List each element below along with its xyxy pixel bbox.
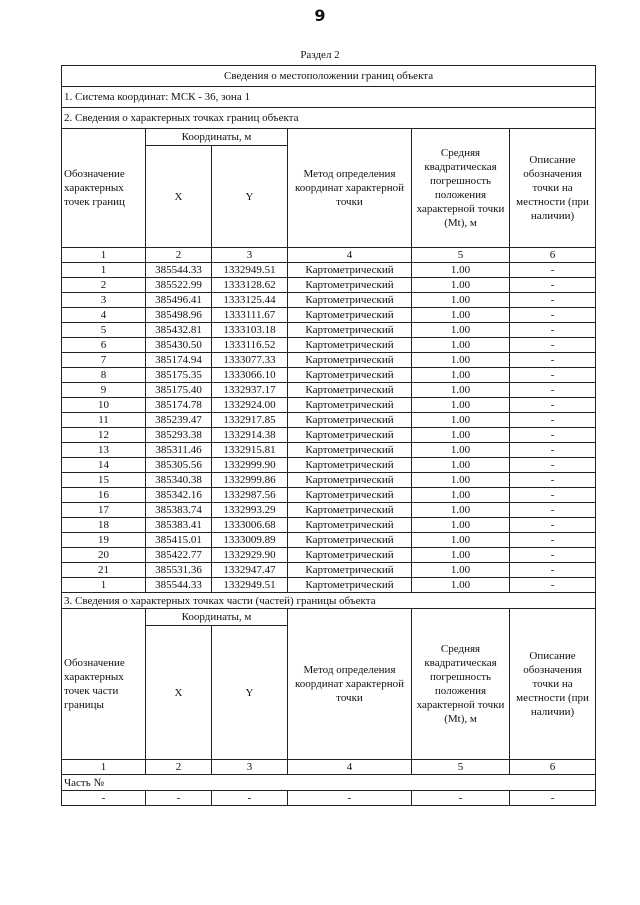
column-number: 3 <box>212 248 288 263</box>
table-cell: 16 <box>62 488 146 503</box>
table-cell: 1.00 <box>412 488 510 503</box>
table-cell: - <box>510 791 596 806</box>
table-row <box>62 293 596 308</box>
table-cell: 9 <box>62 383 146 398</box>
parts-column-numbers-row <box>62 760 596 775</box>
column-number: 5 <box>412 760 510 775</box>
table-cell: 1333125.44 <box>212 293 288 308</box>
table-cell: 1.00 <box>412 458 510 473</box>
table-row <box>62 503 596 518</box>
table-row <box>62 548 596 563</box>
table-cell: Картометрический <box>288 428 412 443</box>
table-cell: 1332993.29 <box>212 503 288 518</box>
table-cell: 1.00 <box>412 293 510 308</box>
table-cell: 15 <box>62 473 146 488</box>
x-header: X <box>146 146 212 248</box>
table-cell: 3 <box>62 293 146 308</box>
parts-designation-header: Обозначение характерных точек части границы <box>62 609 146 760</box>
column-number: 2 <box>146 248 212 263</box>
table-cell: 1.00 <box>412 533 510 548</box>
table-cell: 1.00 <box>412 473 510 488</box>
table-cell: 1.00 <box>412 338 510 353</box>
table-cell: Картометрический <box>288 578 412 593</box>
table-cell: Картометрический <box>288 518 412 533</box>
table-cell: 385430.50 <box>146 338 212 353</box>
table-cell: Картометрический <box>288 413 412 428</box>
table-row <box>62 443 596 458</box>
table-cell: 1.00 <box>412 518 510 533</box>
table-cell: 1.00 <box>412 503 510 518</box>
column-number: 3 <box>212 760 288 775</box>
table-row <box>62 533 596 548</box>
table-cell: Картометрический <box>288 323 412 338</box>
table-cell: 1332999.90 <box>212 458 288 473</box>
table-cell: 385340.38 <box>146 473 212 488</box>
table-cell: - <box>510 473 596 488</box>
table-row <box>62 473 596 488</box>
table-cell: 1332947.47 <box>212 563 288 578</box>
table-cell: 385496.41 <box>146 293 212 308</box>
designation-header: Обозначение характерных точек границ <box>62 129 146 248</box>
table-cell: 1.00 <box>412 323 510 338</box>
table-cell: 6 <box>62 338 146 353</box>
table-row <box>62 323 596 338</box>
table-cell: 385175.35 <box>146 368 212 383</box>
table-cell: 1333006.68 <box>212 518 288 533</box>
table-cell: Картометрический <box>288 563 412 578</box>
table-cell: 1332949.51 <box>212 578 288 593</box>
table-cell: - <box>510 488 596 503</box>
table-cell: - <box>146 791 212 806</box>
table-cell: - <box>510 428 596 443</box>
table-cell: 1333128.62 <box>212 278 288 293</box>
table-cell: - <box>510 383 596 398</box>
table-cell: - <box>510 338 596 353</box>
table-cell: 7 <box>62 353 146 368</box>
column-number: 6 <box>510 248 596 263</box>
table-cell: 385432.81 <box>146 323 212 338</box>
table-cell: - <box>510 278 596 293</box>
table-cell: 1332999.86 <box>212 473 288 488</box>
table-cell: - <box>510 578 596 593</box>
table-cell: 8 <box>62 368 146 383</box>
table-cell: 20 <box>62 548 146 563</box>
table-cell: 1.00 <box>412 278 510 293</box>
table-cell: Картометрический <box>288 548 412 563</box>
table-cell: - <box>412 791 510 806</box>
table-cell: Картометрический <box>288 383 412 398</box>
table-cell: 1333066.10 <box>212 368 288 383</box>
table-cell: - <box>510 323 596 338</box>
page-number: 9 <box>314 6 326 25</box>
table-cell: - <box>510 503 596 518</box>
table-cell: Картометрический <box>288 353 412 368</box>
table-cell: 13 <box>62 443 146 458</box>
boundary-section-heading: 2. Сведения о характерных точках границ объекта <box>62 108 596 129</box>
column-number: 2 <box>146 760 212 775</box>
table-cell: 12 <box>62 428 146 443</box>
table-cell: - <box>510 263 596 278</box>
table-cell: 385498.96 <box>146 308 212 323</box>
column-number: 4 <box>288 760 412 775</box>
table-cell: Картометрический <box>288 443 412 458</box>
column-number: 5 <box>412 248 510 263</box>
parts-section-heading: 3. Сведения о характерных точках части (частей) границы объекта <box>62 593 596 609</box>
table-cell: Картометрический <box>288 533 412 548</box>
table-row <box>62 338 596 353</box>
table-cell: 18 <box>62 518 146 533</box>
table-cell: 1.00 <box>412 383 510 398</box>
table-row <box>62 353 596 368</box>
table-cell: Картометрический <box>288 278 412 293</box>
table-cell: - <box>510 353 596 368</box>
table-cell: Картометрический <box>288 293 412 308</box>
table-cell: 1333009.89 <box>212 533 288 548</box>
table-cell: 385293.38 <box>146 428 212 443</box>
table-cell: Картометрический <box>288 368 412 383</box>
table-cell: 385174.94 <box>146 353 212 368</box>
table-row <box>62 383 596 398</box>
table-row <box>62 398 596 413</box>
table-cell: 385174.78 <box>146 398 212 413</box>
table-cell: 1.00 <box>412 353 510 368</box>
table-cell: - <box>288 791 412 806</box>
boundary-table <box>61 65 596 806</box>
method-header: Метод определения координат характерной точки <box>288 129 412 248</box>
table-cell: 385531.36 <box>146 563 212 578</box>
table-cell: 1.00 <box>412 368 510 383</box>
table-cell: 21 <box>62 563 146 578</box>
parts-error-header: Средняя квадратическая погрешность положения характерной точки (Mt), м <box>412 609 510 760</box>
table-title: Сведения о местоположении границ объекта <box>62 66 596 87</box>
table-cell: 1 <box>62 263 146 278</box>
table-cell: - <box>510 398 596 413</box>
table-cell: 1332949.51 <box>212 263 288 278</box>
table-cell: - <box>510 518 596 533</box>
table-row <box>62 413 596 428</box>
table-row <box>62 278 596 293</box>
table-cell: 1333116.52 <box>212 338 288 353</box>
coordinate-system: 1. Система координат: МСК - 36, зона 1 <box>62 87 596 108</box>
column-number: 6 <box>510 760 596 775</box>
table-cell: 4 <box>62 308 146 323</box>
table-cell: 1333103.18 <box>212 323 288 338</box>
coordinates-header: Координаты, м <box>146 129 288 146</box>
table-cell: 385175.40 <box>146 383 212 398</box>
table-cell: 5 <box>62 323 146 338</box>
table-cell: Картометрический <box>288 503 412 518</box>
table-cell: Картометрический <box>288 458 412 473</box>
parts-x-header: X <box>146 626 212 760</box>
table-row <box>62 518 596 533</box>
section-title: Раздел 2 <box>300 49 340 61</box>
table-cell: 1332915.81 <box>212 443 288 458</box>
table-cell: 385305.56 <box>146 458 212 473</box>
table-cell: 1.00 <box>412 428 510 443</box>
y-header: Y <box>212 146 288 248</box>
table-row <box>62 368 596 383</box>
table-cell: 1333111.67 <box>212 308 288 323</box>
table-cell: - <box>510 458 596 473</box>
table-cell: 385415.01 <box>146 533 212 548</box>
table-row <box>62 488 596 503</box>
parts-method-header: Метод определения координат характерной точки <box>288 609 412 760</box>
parts-y-header: Y <box>212 626 288 760</box>
table-cell: 1332924.00 <box>212 398 288 413</box>
table-row <box>62 578 596 593</box>
table-cell: 11 <box>62 413 146 428</box>
table-cell: - <box>510 413 596 428</box>
table-cell: 385239.47 <box>146 413 212 428</box>
table-cell: 385544.33 <box>146 578 212 593</box>
table-cell: 1.00 <box>412 563 510 578</box>
table-cell: 1.00 <box>412 263 510 278</box>
table-cell: 1333077.33 <box>212 353 288 368</box>
table-cell: 2 <box>62 278 146 293</box>
table-cell: 1 <box>62 578 146 593</box>
table-cell: 1332987.56 <box>212 488 288 503</box>
parts-coordinates-header: Координаты, м <box>146 609 288 626</box>
table-row <box>62 263 596 278</box>
table-cell: 1.00 <box>412 443 510 458</box>
table-cell: 14 <box>62 458 146 473</box>
description-header: Описание обозначения точки на местности (при наличии) <box>510 129 596 248</box>
parts-empty-row <box>62 791 596 806</box>
table-cell: Картометрический <box>288 398 412 413</box>
table-row <box>62 563 596 578</box>
column-number: 1 <box>62 248 146 263</box>
table-cell: Картометрический <box>288 263 412 278</box>
table-cell: 385422.77 <box>146 548 212 563</box>
table-cell: 1.00 <box>412 413 510 428</box>
table-cell: - <box>510 533 596 548</box>
table-cell: 1.00 <box>412 578 510 593</box>
table-cell: - <box>62 791 146 806</box>
table-cell: Картометрический <box>288 308 412 323</box>
table-cell: - <box>510 563 596 578</box>
table-cell: 385383.74 <box>146 503 212 518</box>
table-cell: 1332929.90 <box>212 548 288 563</box>
table-cell: 1332914.38 <box>212 428 288 443</box>
table-cell: 385544.33 <box>146 263 212 278</box>
table-cell: - <box>510 443 596 458</box>
table-cell: Картометрический <box>288 338 412 353</box>
table-cell: 17 <box>62 503 146 518</box>
table-cell: 385342.16 <box>146 488 212 503</box>
table-cell: 385522.99 <box>146 278 212 293</box>
table-cell: 385383.41 <box>146 518 212 533</box>
table-cell: 1.00 <box>412 398 510 413</box>
table-cell: - <box>510 368 596 383</box>
table-cell: 1332917.85 <box>212 413 288 428</box>
table-cell: Картометрический <box>288 488 412 503</box>
column-number: 4 <box>288 248 412 263</box>
column-number: 1 <box>62 760 146 775</box>
table-cell: - <box>510 308 596 323</box>
table-row <box>62 428 596 443</box>
table-cell: - <box>212 791 288 806</box>
error-header: Средняя квадратическая погрешность положения характерной точки (Mt), м <box>412 129 510 248</box>
table-cell: - <box>510 548 596 563</box>
table-cell: 1.00 <box>412 548 510 563</box>
table-row <box>62 308 596 323</box>
table-row <box>62 458 596 473</box>
table-cell: 10 <box>62 398 146 413</box>
table-cell: 1.00 <box>412 308 510 323</box>
column-numbers-row <box>62 248 596 263</box>
table-cell: 19 <box>62 533 146 548</box>
table-cell: - <box>510 293 596 308</box>
parts-description-header: Описание обозначения точки на местности (при наличии) <box>510 609 596 760</box>
part-number-label: Часть № <box>62 775 596 791</box>
table-cell: Картометрический <box>288 473 412 488</box>
table-cell: 385311.46 <box>146 443 212 458</box>
table-cell: 1332937.17 <box>212 383 288 398</box>
